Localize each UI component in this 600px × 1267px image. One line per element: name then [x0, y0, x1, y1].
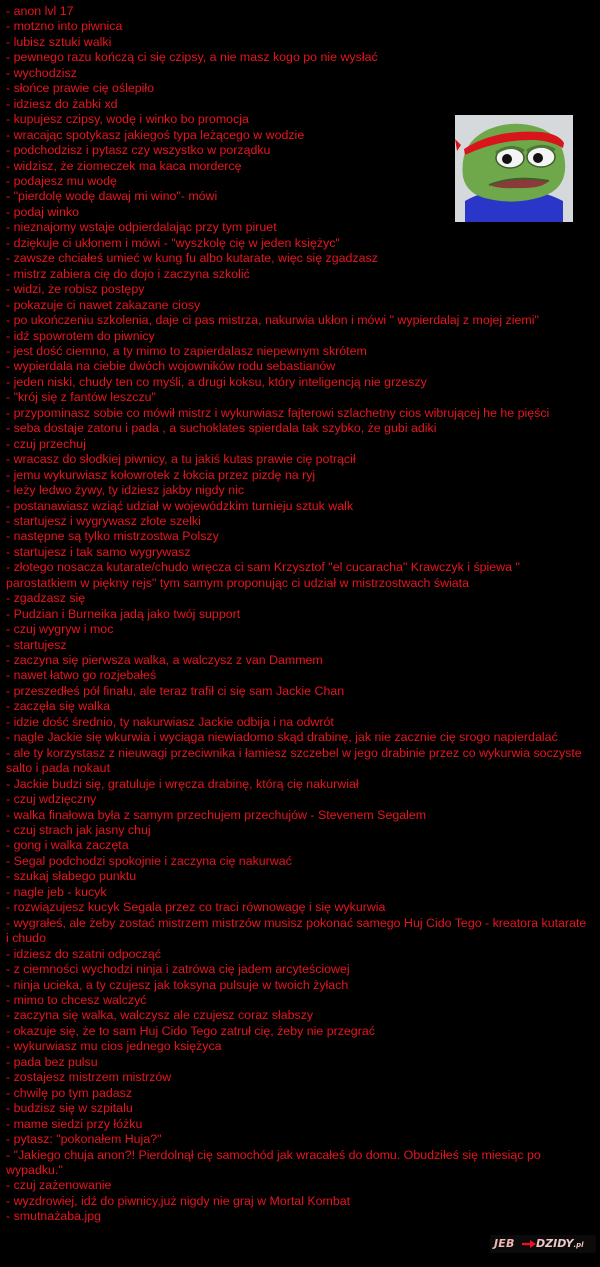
story-line: - chwilę po tym padasz [6, 1085, 133, 1100]
story-line: - nawet łatwo go rozjebałeś [6, 668, 157, 683]
story-line: - widzisz, że ziomeczek ma kaca mordercę [6, 158, 242, 173]
story-line: - zgadzasz się [6, 591, 86, 606]
story-line: - mistrz zabiera cię do dojo i zaczyna szkolić [6, 266, 250, 281]
story-line: - idziesz do żabki xd [6, 96, 118, 111]
story-line: - idź spowrotem do piwnicy [6, 328, 155, 343]
story-line: - smutnażaba.jpg [6, 1209, 102, 1224]
story-line: - zaczęła się walka [6, 699, 110, 714]
story-line: - złotego nosacza kutarate/chudo wręcza ci sam Krzysztof "el cucaracha" Krawczyk i śpiewa " parostatkiem w piękny rejs" tym samym proponując ci udział w mistrzostwach świata [6, 560, 520, 590]
story-line: - pewnego razu kończą ci się czipsy, a nie masz kogo po nie wysłać [6, 50, 378, 65]
story-line: - słońce prawie cię oślepiło [6, 81, 155, 96]
story-line: - widzi, że robisz postępy [6, 282, 145, 297]
story-line: - startujesz i wygrywasz złote szelki [6, 513, 201, 528]
watermark-text-dzidy: DZIDY.pl [536, 1237, 584, 1250]
story-line: - przeszedłeś pół finału, ale teraz trafił ci się sam Jackie Chan [6, 683, 345, 698]
watermark-text-jeb: JEB [494, 1237, 515, 1250]
story-line: - zaczyna się walka, walczysz ale czujesz coraz słabszy [6, 1008, 314, 1023]
story-line: - seba dostaje zatoru i pada , a suchoklates spierdala tak szybko, że gubi adiki [6, 421, 437, 436]
story-line: - wracasz do słodkiej piwnicy, a tu jakiś kutas prawie cię potrącił [6, 452, 356, 467]
story-line: - mame siedzi przy łóżku [6, 1116, 143, 1131]
story-line: - zawsze chciałeś umieć w kung fu albo kutarate, więc się zgadzasz [6, 251, 378, 266]
story-line: - pada bez pulsu [6, 1054, 98, 1069]
sad-frog-image [455, 115, 573, 222]
story-line: - podaj winko [6, 204, 80, 219]
story-line: - czuj zażenowanie [6, 1178, 112, 1193]
story-line: - anon lvl 17 [6, 4, 74, 18]
story-line: - okazuje się, że to sam Huj Cido Tego zatruł cię, żeby nie przegrać [6, 1023, 375, 1038]
story-line: - dziękuje ci ukłonem i mówi - "wyszkolę cię w jeden księżyc" [6, 235, 340, 250]
story-line: - kupujesz czipsy, wodę i winko bo promocja [6, 112, 249, 127]
story-line: - wypierdala na ciebie dwóch wojowników rodu sebastianów [6, 359, 336, 374]
story-line: - nagle Jackie się wkurwia i wyciąga niewiadomo skąd drabinę, jak nie zacznie cię srogo napierdalać [6, 730, 558, 745]
story-line: - gong i walka zaczęta [6, 838, 129, 853]
story-line: - wygrałeś, ale żeby zostać mistrzem mistrzów musisz pokonać samego Huj Cido Tego - kreatora kutarate i chudo [6, 915, 587, 946]
story-line: - postanawiasz wziąć udział w wojewódzkim turnieju sztuk walk [6, 498, 354, 513]
story-line: - zostajesz mistrzem mistrzów [6, 1070, 172, 1085]
story-line: - lubisz sztuki walki [6, 34, 112, 49]
story-line: - wykurwiasz mu cios jednego księżyca [6, 1039, 222, 1054]
story-line: - pokazuje ci nawet zakazane ciosy [6, 297, 201, 312]
story-line: - ale ty korzystasz z nieuwagi przeciwnika i łamiesz szczebel w jego drabinie przez co wykurwia soczyste salto i pada nokaut [6, 745, 582, 776]
story-line: - idziesz do szatni odpocząć [6, 946, 161, 961]
story-line: - mimo to chcesz walczyć [6, 993, 147, 1007]
story-line: - zaczyna się pierwsza walka, a walczysz z van Dammem [6, 653, 323, 668]
story-line: - walka finałowa była z samym przechujem przechujów - Stevenem Segalem [6, 807, 427, 822]
story-line: - ninja ucieka, a ty czujesz jak toksyna pulsuje w twoich żyłach [6, 977, 349, 992]
story-line: - czuj wygryw i moc [6, 622, 114, 637]
story-line: - startujesz i tak samo wygrywasz [6, 544, 191, 559]
story-line: - "pierdolę wodę dawaj mi wino"- mówi [6, 189, 218, 204]
story-line: - nieznajomy wstaje odpierdalając przy tym piruet [6, 220, 277, 235]
story-line: - motzno into piwnica [6, 19, 123, 34]
story-line: - Pudzian i Burneika jadą jako twój support [6, 606, 241, 621]
story-line: - wychodzisz [6, 65, 77, 80]
story-line: - "krój się z fantów leszczu" [6, 390, 156, 405]
story-line: - Segal podchodzi spokojnie i zaczyna cię nakurwać [6, 853, 292, 868]
story-line: - budzisz się w szpitalu [6, 1101, 133, 1116]
story-line: - wracając spotykasz jakiegoś typa leżącego w wodzie [6, 127, 305, 142]
story-line: - startujesz [6, 637, 67, 652]
story-line: - pytasz: "pokonałem Huja?" [6, 1132, 162, 1147]
story-line: - leży ledwo żywy, ty idziesz jakby nigdy nic [6, 483, 245, 498]
story-line: - po ukończeniu szkolenia, daje ci pas mistrza, nakurwia ukłon i mówi " wypierdalaj z mojej ziemi" [6, 313, 539, 328]
story-line: - jemu wykurwiasz kołowrotek z łokcia przez pizdę na ryj [6, 467, 316, 482]
story-line: - jeden niski, chudy ten co myśli, a drugi koksu, który inteligencją nie grzeszy [6, 374, 427, 389]
story-line: - szukaj słabego punktu [6, 869, 137, 884]
story-line: - "Jakiego chuja anon?! Pierdolnął cię samochód jak wracałeś do domu. Obudziłeś się miesiąc po wypadku." [6, 1147, 541, 1177]
story-line: - następne są tylko mistrzostwa Polszy [6, 529, 219, 544]
story-line: - z ciemności wychodzi ninja i zatrówa cię jadem arcyteściowej [6, 962, 350, 977]
story-line: - czuj przechuj [6, 436, 86, 451]
story-line: - idzie dość średnio, ty nakurwiasz Jackie odbija i na odwrót [6, 714, 334, 729]
story-line: - czuj strach jak jasny chuj [6, 823, 151, 838]
story-line: - wyzdrowiej, idź do piwnicy,już nigdy nie graj w Mortal Kombat [6, 1193, 351, 1208]
story-line: - rozwiązujesz kucyk Segala przez co traci równowagę i się wykurwia [6, 900, 386, 915]
story-line: - czuj wdzięczny [6, 792, 97, 807]
story-line: - nagle jeb - kucyk [6, 884, 107, 899]
story-line: - podchodzisz i pytasz czy wszystko w porządku [6, 143, 271, 158]
story-line: - podajesz mu wodę [6, 173, 117, 188]
story-line: - jest dość ciemno, a ty mimo to zapierdalasz niepewnym skrótem [6, 343, 367, 358]
story-line: - przypominasz sobie co mówił mistrz i wykurwiasz fajterowi szlachetny cios wibrującej he he pięści [6, 405, 550, 420]
sad-frog-icon [455, 115, 573, 222]
story-line: - Jackie budzi się, gratuluje i wręcza drabinę, którą cię nakurwiał [6, 776, 359, 791]
watermark-logo [490, 1235, 596, 1253]
